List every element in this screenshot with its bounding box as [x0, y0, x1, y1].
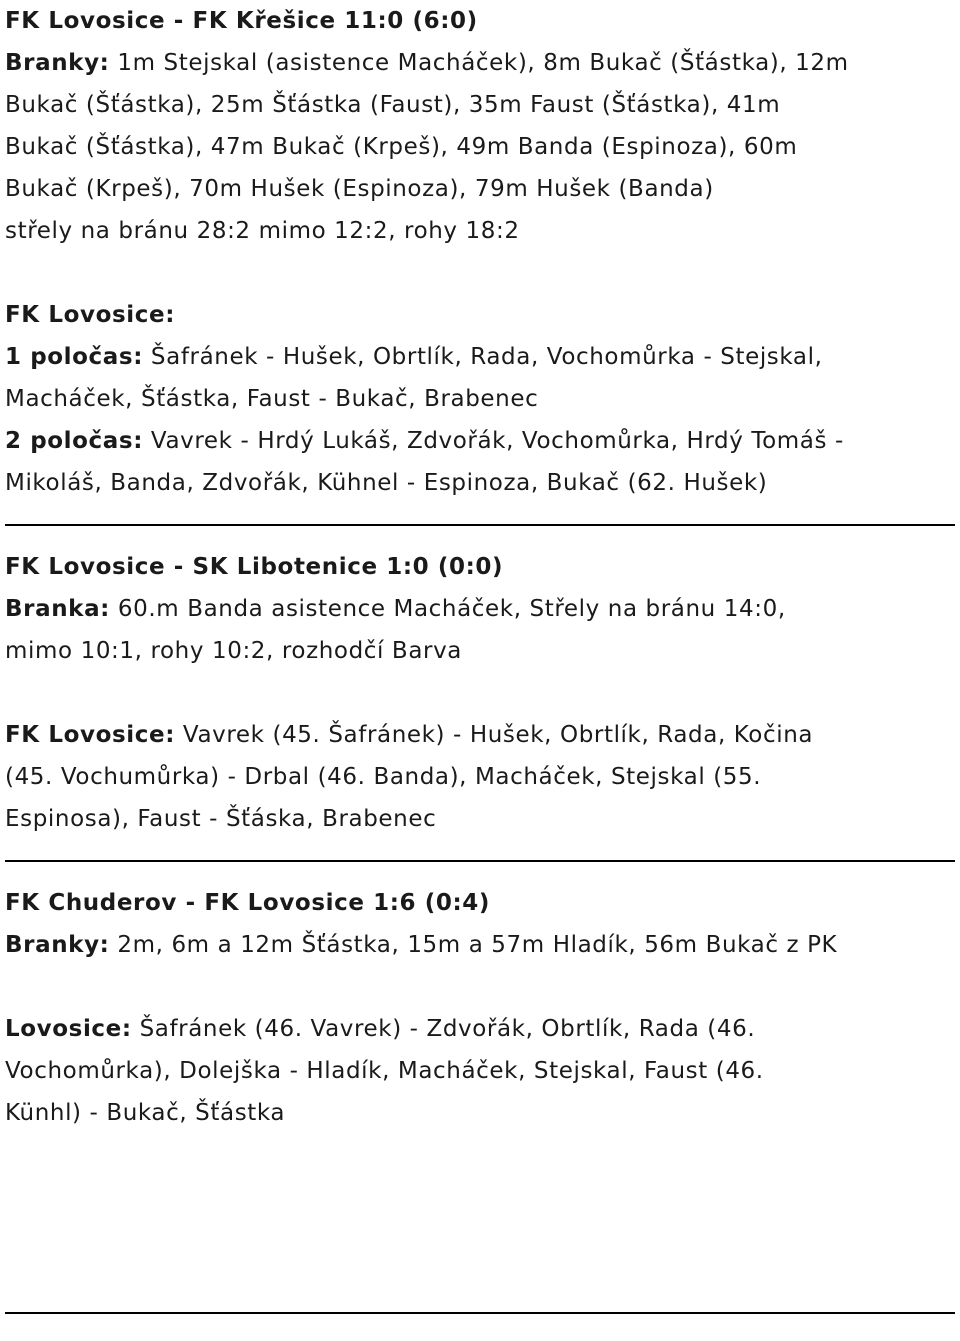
match-1-goals-line-2: Bukač (Šťástka), 25m Šťástka (Faust), 35m Faust (Šťástka), 41m	[5, 92, 781, 118]
match-3-goals	[5, 924, 955, 966]
half-2-lineup: Vavrek - Hrdý Lukáš, Zdvořák, Vochomůrka, Hrdý Tomáš -	[143, 428, 844, 454]
half-1-lineup: Šafránek - Hušek, Obrtlík, Rada, Vochomůrka - Stejskal,	[143, 344, 823, 370]
match-1-goals-line-4: Bukač (Krpeš), 70m Hušek (Espinoza), 79m Hušek (Banda)	[5, 176, 714, 202]
match-3-title: FK Chuderov - FK Lovosice 1:6 (0:4)	[5, 890, 490, 916]
team-label: Lovosice:	[5, 1016, 132, 1042]
match-3-lineup-line-3: Künhl) - Bukač, Šťástka	[5, 1100, 286, 1126]
match-1-goals-line-3: Bukač (Šťástka), 47m Bukač (Krpeš), 49m Banda (Espinoza), 60m	[5, 134, 798, 160]
lineup-text: Šafránek (46. Vavrek) - Zdvořák, Obrtlík, Rada (46.	[131, 1016, 756, 1042]
match-2-lineup-line-1	[5, 714, 955, 756]
goals-label: Branky:	[5, 932, 110, 958]
match-report-document	[5, 0, 955, 1314]
match-1-half-1-line-1	[5, 336, 955, 378]
match-3-section	[5, 882, 955, 1134]
section-divider-3	[5, 1312, 955, 1314]
match-1-goals-line-1	[5, 42, 955, 84]
half-2-label: 2 poločas:	[5, 428, 144, 454]
match-3-lineup-line-2: Vochomůrka), Dolejška - Hladík, Macháček, Stejskal, Faust (46.	[5, 1058, 764, 1084]
goal-text: 60.m Banda asistence Macháček, Střely na bránu 14:0,	[109, 596, 786, 622]
match-2-goal-line-2: mimo 10:1, rohy 10:2, rozhodčí Barva	[5, 638, 462, 664]
team-label: FK Lovosice:	[5, 722, 175, 748]
match-1-team-label: FK Lovosice:	[5, 302, 175, 328]
match-2-title: FK Lovosice - SK Libotenice 1:0 (0:0)	[5, 554, 504, 580]
match-1-half-2-line-1	[5, 420, 955, 462]
goals-text: 2m, 6m a 12m Šťástka, 15m a 57m Hladík, 56m Bukač z PK	[109, 932, 838, 958]
match-1-section	[5, 0, 955, 504]
match-2-lineup-line-3: Espinosa), Faust - Šťáska, Brabenec	[5, 806, 437, 832]
goal-label: Branka:	[5, 596, 110, 622]
match-2-section	[5, 546, 955, 840]
lineup-text: Vavrek (45. Šafránek) - Hušek, Obrtlík, Rada, Kočina	[175, 722, 814, 748]
goals-text: 1m Stejskal (asistence Macháček), 8m Bukač (Šťástka), 12m	[109, 50, 849, 76]
match-1-half-1-line-2: Macháček, Šťástka, Faust - Bukač, Brabenec	[5, 386, 539, 412]
half-1-label: 1 poločas:	[5, 344, 144, 370]
match-1-title: FK Lovosice - FK Křešice 11:0 (6:0)	[5, 8, 478, 34]
match-2-lineup-line-2: (45. Vochumůrka) - Drbal (46. Banda), Macháček, Stejskal (55.	[5, 764, 762, 790]
match-2-goal-line-1	[5, 588, 955, 630]
goals-label: Branky:	[5, 50, 110, 76]
match-3-lineup-line-1	[5, 1008, 955, 1050]
match-1-stats: střely na bránu 28:2 mimo 12:2, rohy 18:2	[5, 218, 520, 244]
match-1-half-2-line-2: Mikoláš, Banda, Zdvořák, Kühnel - Espinoza, Bukač (62. Hušek)	[5, 470, 768, 496]
